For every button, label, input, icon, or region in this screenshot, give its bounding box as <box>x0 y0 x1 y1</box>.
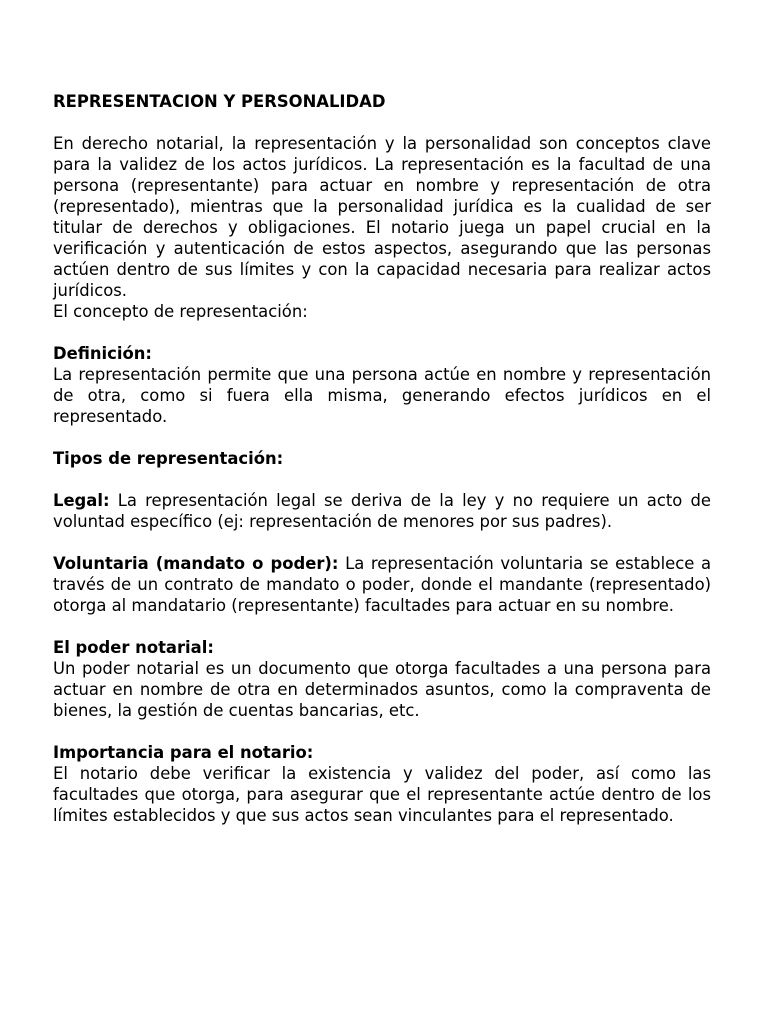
voluntaria-lead: Voluntaria (mandato o poder): <box>53 554 339 573</box>
voluntaria-paragraph <box>53 553 711 616</box>
importancia-heading: Importancia para el notario: <box>53 743 314 762</box>
spacer <box>53 427 711 448</box>
types-heading: Tipos de representación: <box>53 449 284 468</box>
definition-heading: Definición: <box>53 344 152 363</box>
poder-notarial-paragraph: Un poder notarial es un documento que otorga facultades a una persona para actuar en nombre de otra en determinados asuntos, como la compraventa de bienes, la gestión de cuentas bancarias, etc. <box>53 659 711 720</box>
spacer <box>53 721 711 742</box>
poder-notarial-heading: El poder notarial: <box>53 638 214 657</box>
voluntaria-text: La representación voluntaria se establece a través de un contrato de mandato o poder, donde el mandante (representado) otorga al mandatario (representante) facultades para actuar en su nombre. <box>53 554 711 615</box>
spacer <box>53 322 711 343</box>
spacer <box>53 616 711 637</box>
document-title: REPRESENTACION Y PERSONALIDAD <box>53 92 386 111</box>
concept-line: El concepto de representación: <box>53 302 308 321</box>
legal-lead: Legal: <box>53 491 110 510</box>
spacer <box>53 532 711 553</box>
importancia-paragraph: El notario debe verificar la existencia y validez del poder, así como las facultades que otorga, para asegurar que el representante actúe dentro de los límites establecidos y que sus actos sean vinculantes para el representado. <box>53 764 711 825</box>
definition-paragraph: La representación permite que una persona actúe en nombre y representación de otra, como si fuera ella misma, generando efectos jurídicos en el representado. <box>53 365 711 426</box>
legal-text: La representación legal se deriva de la ley y no requiere un acto de voluntad específico (ej: representación de menores por sus padres). <box>53 491 711 531</box>
spacer <box>53 469 711 490</box>
intro-paragraph: En derecho notarial, la representación y la personalidad son conceptos clave para la validez de los actos jurídicos. La representación es la facultad de una persona (representante) para actuar en nombre y representación de otra (representado), mientras que la personalidad jurídica es la cualidad de ser titular de derechos y obligaciones. El notario juega un papel crucial en la verificación y autenticación de estos aspectos, asegurando que las personas actúen dentro de sus límites y con la capacidad necesaria para realizar actos jurídicos. <box>53 134 711 300</box>
legal-paragraph <box>53 490 711 532</box>
